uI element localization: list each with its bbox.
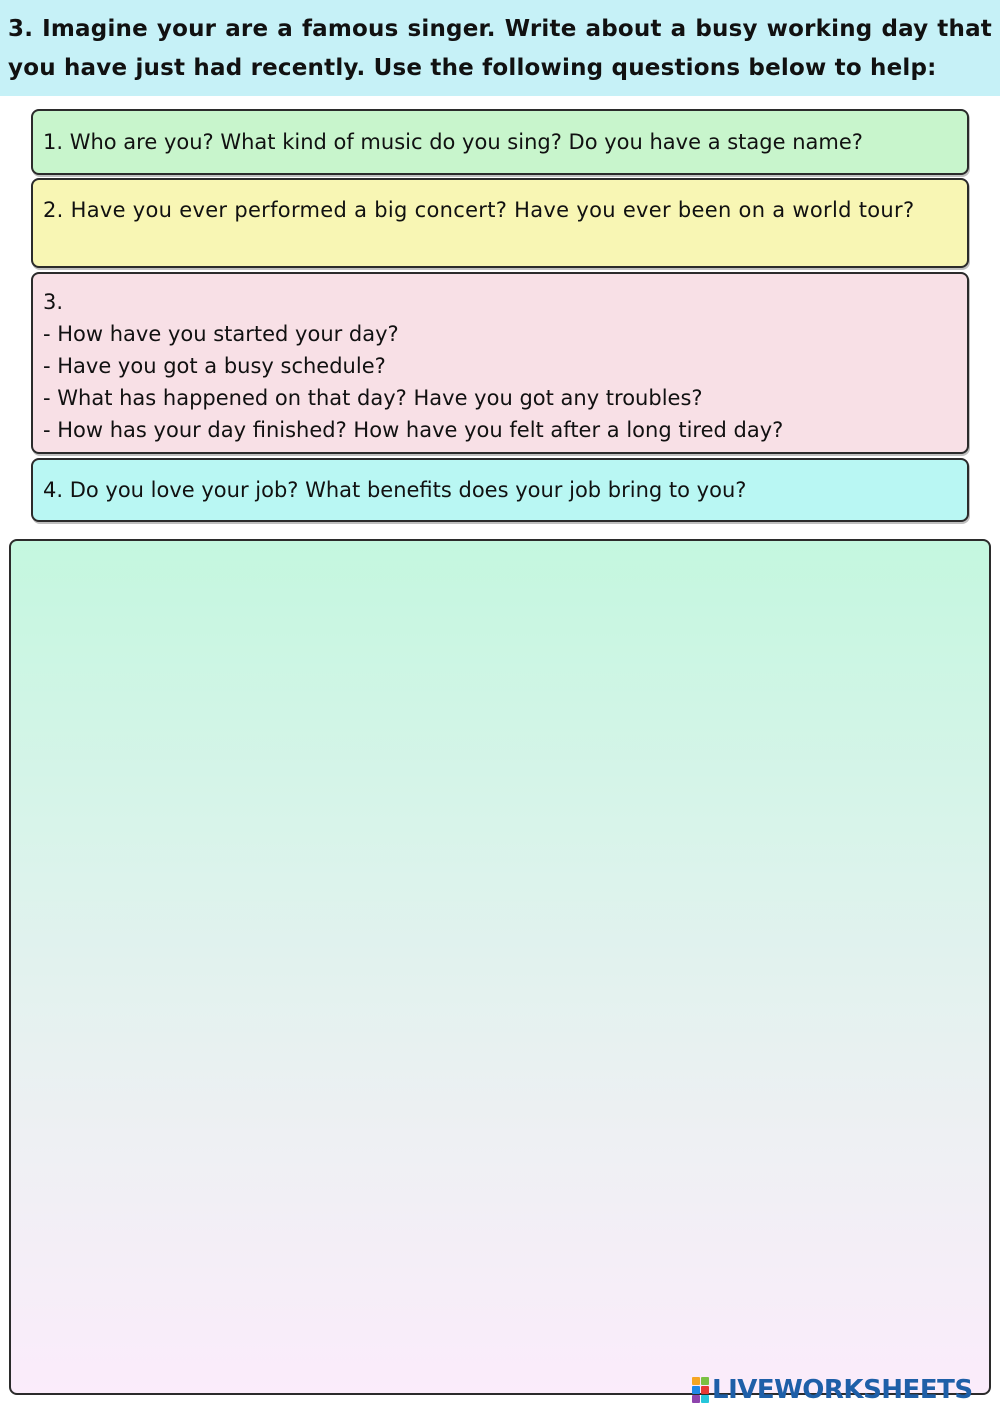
question-3-number: 3. (43, 290, 64, 314)
question-box-4 (31, 458, 969, 522)
question-3-line: - How has your day finished? How have you felt after a long tired day? (43, 418, 784, 442)
question-4-text: 4. Do you love your job? What benefits does your job bring to you? (43, 478, 747, 502)
question-box-2 (31, 178, 969, 268)
instruction-banner (0, 0, 1000, 96)
instruction-text: 3. Imagine your are a famous singer. Write about a busy working day that you have just had recently. Use the following questions below to help: (8, 16, 992, 81)
question-3-line: - What has happened on that day? Have you got any troubles? (43, 386, 703, 410)
answer-writing-area[interactable] (9, 539, 991, 1395)
liveworksheets-logo-icon (692, 1377, 709, 1403)
question-box-3 (31, 272, 969, 454)
question-1-text: 1. Who are you? What kind of music do you sing? Do you have a stage name? (43, 130, 863, 154)
liveworksheets-brand (692, 1375, 973, 1405)
question-3-line: - How have you started your day? (43, 322, 399, 346)
question-box-1 (31, 109, 969, 175)
question-2-text: 2. Have you ever performed a big concert? Have you ever been on a world tour? (43, 198, 915, 222)
question-3-line: - Have you got a busy schedule? (43, 354, 386, 378)
brand-name: LIVEWORKSHEETS (712, 1375, 973, 1405)
